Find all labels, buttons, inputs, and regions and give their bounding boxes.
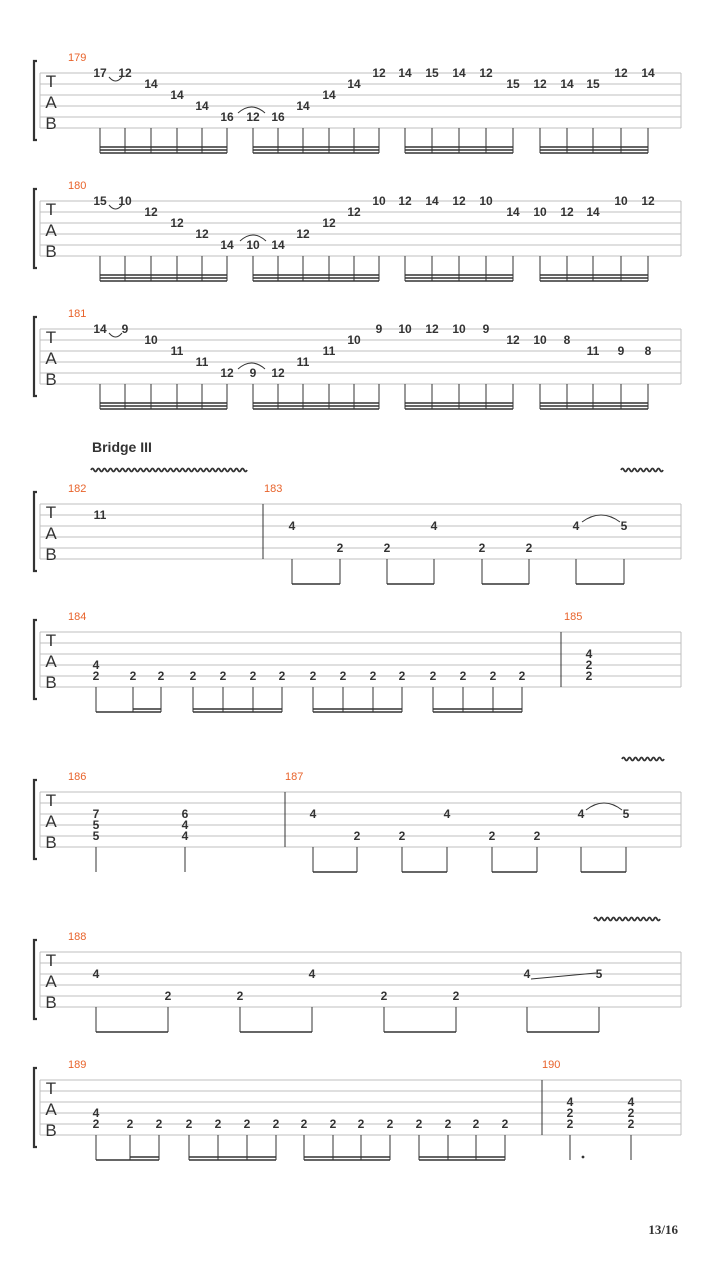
fret-number: 2 [357, 1117, 365, 1131]
fret-number: 11 [93, 508, 107, 522]
fret-number: 4 [430, 519, 438, 533]
measure-number: 189 [68, 1059, 87, 1071]
fret-number: 2 [236, 989, 244, 1003]
tab-system-186 [34, 771, 681, 872]
tab-clef-letter: A [45, 93, 57, 112]
fret-number: 4 [92, 1106, 100, 1120]
fret-number: 2 [472, 1117, 480, 1131]
fret-number: 14 [271, 238, 285, 252]
fret-number: 14 [452, 66, 466, 80]
tab-system-179 [34, 52, 681, 153]
fret-number: 17 [93, 66, 107, 80]
fret-number: 4 [443, 807, 451, 821]
tab-clef-letter: B [45, 545, 57, 564]
fret-number: 2 [533, 829, 541, 843]
fret-number: 2 [369, 669, 377, 683]
fret-number: 12 [641, 194, 655, 208]
fret-number: 12 [614, 66, 628, 80]
fret-number: 10 [347, 333, 361, 347]
vibrato-mark [622, 758, 664, 761]
measure-number: 182 [68, 483, 87, 495]
tab-system-180 [34, 180, 681, 281]
system-bracket [34, 620, 37, 699]
fret-number: 2 [398, 669, 406, 683]
fret-number: 2 [386, 1117, 394, 1131]
fret-number: 2 [249, 669, 257, 683]
fret-number: 12 [170, 216, 184, 230]
tab-clef-letter: B [45, 242, 57, 261]
tab-clef-letter: T [45, 200, 57, 219]
fret-number: 2 [92, 1117, 100, 1131]
fret-number: 14 [296, 99, 310, 113]
fret-number: 2 [185, 1117, 193, 1131]
fret-number: 2 [444, 1117, 452, 1131]
fret-number: 11 [170, 344, 184, 358]
tab-clef-letter: T [45, 503, 57, 522]
fret-number: 12 [118, 66, 132, 80]
fret-number: 8 [563, 333, 571, 347]
fret-number: 4 [288, 519, 296, 533]
tab-system-189 [34, 1059, 681, 1160]
tab-clef-letter: T [45, 791, 57, 810]
fret-number: 15 [506, 77, 520, 91]
tab-clef-letter: A [45, 221, 57, 240]
system-bracket [34, 940, 37, 1019]
tab-clef-letter: T [45, 328, 57, 347]
fret-number: 2 [585, 669, 593, 683]
fret-number: 14 [220, 238, 234, 252]
fret-number: 12 [533, 77, 547, 91]
fret-number: 12 [195, 227, 209, 241]
fret-number: 12 [271, 366, 285, 380]
fret-number: 2 [566, 1117, 574, 1131]
fret-number: 4 [523, 967, 531, 981]
fret-number: 4 [627, 1095, 635, 1109]
tab-clef-letter: A [45, 812, 57, 831]
vibrato-mark [594, 918, 660, 921]
fret-number: 2 [219, 669, 227, 683]
fret-number: 12 [506, 333, 520, 347]
fret-number: 2 [214, 1117, 222, 1131]
fret-number: 14 [322, 88, 336, 102]
measure-number: 180 [68, 180, 87, 192]
fret-number: 11 [322, 344, 336, 358]
fret-number: 9 [482, 322, 490, 336]
fret-number: 12 [560, 205, 574, 219]
fret-number: 12 [144, 205, 158, 219]
fret-number: 4 [566, 1095, 574, 1109]
fret-number: 11 [586, 344, 600, 358]
fret-number: 15 [586, 77, 600, 91]
fret-number: 2 [189, 669, 197, 683]
system-bracket [34, 492, 37, 571]
fret-number: 5 [595, 967, 603, 981]
tab-clef-letter: T [45, 631, 57, 650]
tab-clef-letter: T [45, 1079, 57, 1098]
fret-number: 12 [372, 66, 386, 80]
tab-clef-letter: T [45, 72, 57, 91]
fret-number: 2 [92, 669, 100, 683]
tab-clef-letter: B [45, 993, 57, 1012]
section-label: Bridge III [92, 439, 152, 455]
fret-number: 12 [220, 366, 234, 380]
fret-number: 2 [157, 669, 165, 683]
fret-number: 14 [398, 66, 412, 80]
fret-number: 2 [429, 669, 437, 683]
fret-number: 12 [479, 66, 493, 80]
system-bracket [34, 317, 37, 396]
fret-number: 14 [506, 205, 520, 219]
fret-number: 2 [398, 829, 406, 843]
fret-number: 4 [181, 818, 189, 832]
fret-number: 2 [126, 1117, 134, 1131]
fret-number: 10 [614, 194, 628, 208]
system-bracket [34, 780, 37, 859]
fret-number: 4 [572, 519, 580, 533]
fret-number: 14 [144, 77, 158, 91]
tab-clef-letter: A [45, 524, 57, 543]
fret-number: 12 [322, 216, 336, 230]
fret-number: 5 [92, 818, 100, 832]
fret-number: 4 [577, 807, 585, 821]
fret-number: 2 [155, 1117, 163, 1131]
fret-number: 5 [622, 807, 630, 821]
fret-number: 14 [170, 88, 184, 102]
fret-number: 12 [398, 194, 412, 208]
fret-number: 14 [641, 66, 655, 80]
fret-number: 4 [92, 658, 100, 672]
fret-number: 2 [336, 541, 344, 555]
fret-number: 2 [525, 541, 533, 555]
duration-dot [582, 1156, 585, 1159]
fret-number: 2 [518, 669, 526, 683]
tab-clef-letter: B [45, 370, 57, 389]
system-bracket [34, 61, 37, 140]
fret-number: 10 [118, 194, 132, 208]
fret-number: 7 [92, 807, 100, 821]
measure-number: 184 [68, 611, 87, 623]
fret-number: 15 [93, 194, 107, 208]
fret-number: 2 [272, 1117, 280, 1131]
fret-number: 5 [92, 829, 100, 843]
fret-number: 10 [246, 238, 260, 252]
fret-number: 11 [296, 355, 310, 369]
vibrato-mark [621, 469, 663, 472]
fret-number: 5 [620, 519, 628, 533]
fret-number: 6 [181, 807, 189, 821]
fret-number: 12 [296, 227, 310, 241]
fret-number: 9 [121, 322, 129, 336]
fret-number: 2 [243, 1117, 251, 1131]
fret-number: 8 [644, 344, 652, 358]
fret-number: 14 [560, 77, 574, 91]
fret-number: 2 [627, 1117, 635, 1131]
slur [109, 333, 122, 337]
measure-number: 179 [68, 52, 87, 64]
measure-number: 186 [68, 771, 87, 783]
fret-number: 12 [425, 322, 439, 336]
fret-number: 2 [452, 989, 460, 1003]
fret-number: 4 [308, 967, 316, 981]
tab-system-181 [34, 308, 681, 409]
fret-number: 16 [271, 110, 285, 124]
fret-number: 2 [488, 829, 496, 843]
measure-number: 187 [285, 771, 304, 783]
fret-number: 4 [92, 967, 100, 981]
fret-number: 2 [380, 989, 388, 1003]
fret-number: 2 [478, 541, 486, 555]
tab-system-182 [34, 439, 681, 584]
fret-number: 12 [246, 110, 260, 124]
tab-system-188 [34, 931, 681, 1032]
fret-number: 16 [220, 110, 234, 124]
fret-number: 9 [617, 344, 625, 358]
fret-number: 10 [372, 194, 386, 208]
tab-clef-letter: A [45, 1100, 57, 1119]
fret-number: 2 [353, 829, 361, 843]
system-bracket [34, 1068, 37, 1147]
tab-clef-letter: T [45, 951, 57, 970]
fret-number: 2 [129, 669, 137, 683]
fret-number: 2 [309, 669, 317, 683]
measure-number: 190 [542, 1059, 561, 1071]
fret-number: 2 [383, 541, 391, 555]
fret-number: 2 [278, 669, 286, 683]
fret-number: 2 [566, 1106, 574, 1120]
tab-clef-letter: A [45, 972, 57, 991]
measure-number: 185 [564, 611, 583, 623]
fret-number: 10 [479, 194, 493, 208]
tab-clef-letter: A [45, 652, 57, 671]
fret-number: 2 [164, 989, 172, 1003]
fret-number: 2 [459, 669, 467, 683]
fret-number: 9 [375, 322, 383, 336]
fret-number: 11 [195, 355, 209, 369]
fret-number: 2 [300, 1117, 308, 1131]
tab-system-184 [34, 611, 681, 712]
fret-number: 14 [93, 322, 107, 336]
fret-number: 2 [489, 669, 497, 683]
fret-number: 12 [347, 205, 361, 219]
tab-clef-letter: A [45, 349, 57, 368]
fret-number: 2 [585, 658, 593, 672]
fret-number: 12 [452, 194, 466, 208]
fret-number: 10 [533, 333, 547, 347]
fret-number: 2 [339, 669, 347, 683]
page-number: 13/16 [648, 1222, 678, 1237]
fret-number: 14 [347, 77, 361, 91]
fret-number: 2 [501, 1117, 509, 1131]
fret-number: 2 [415, 1117, 423, 1131]
slur [586, 803, 622, 810]
tab-clef-letter: B [45, 833, 57, 852]
fret-number: 9 [249, 366, 257, 380]
tab-clef-letter: B [45, 673, 57, 692]
fret-number: 14 [586, 205, 600, 219]
measure-number: 181 [68, 308, 87, 320]
fret-number: 2 [627, 1106, 635, 1120]
fret-number: 10 [533, 205, 547, 219]
tab-clef-letter: B [45, 1121, 57, 1140]
slur [582, 515, 620, 522]
fret-number: 10 [452, 322, 466, 336]
tab-clef-letter: B [45, 114, 57, 133]
measure-number: 188 [68, 931, 87, 943]
system-bracket [34, 189, 37, 268]
fret-number: 10 [398, 322, 412, 336]
fret-number: 14 [195, 99, 209, 113]
vibrato-mark [91, 469, 247, 472]
fret-number: 4 [181, 829, 189, 843]
fret-number: 4 [309, 807, 317, 821]
fret-number: 2 [329, 1117, 337, 1131]
fret-number: 15 [425, 66, 439, 80]
fret-number: 14 [425, 194, 439, 208]
measure-number: 183 [264, 483, 283, 495]
fret-number: 4 [585, 647, 593, 661]
fret-number: 10 [144, 333, 158, 347]
